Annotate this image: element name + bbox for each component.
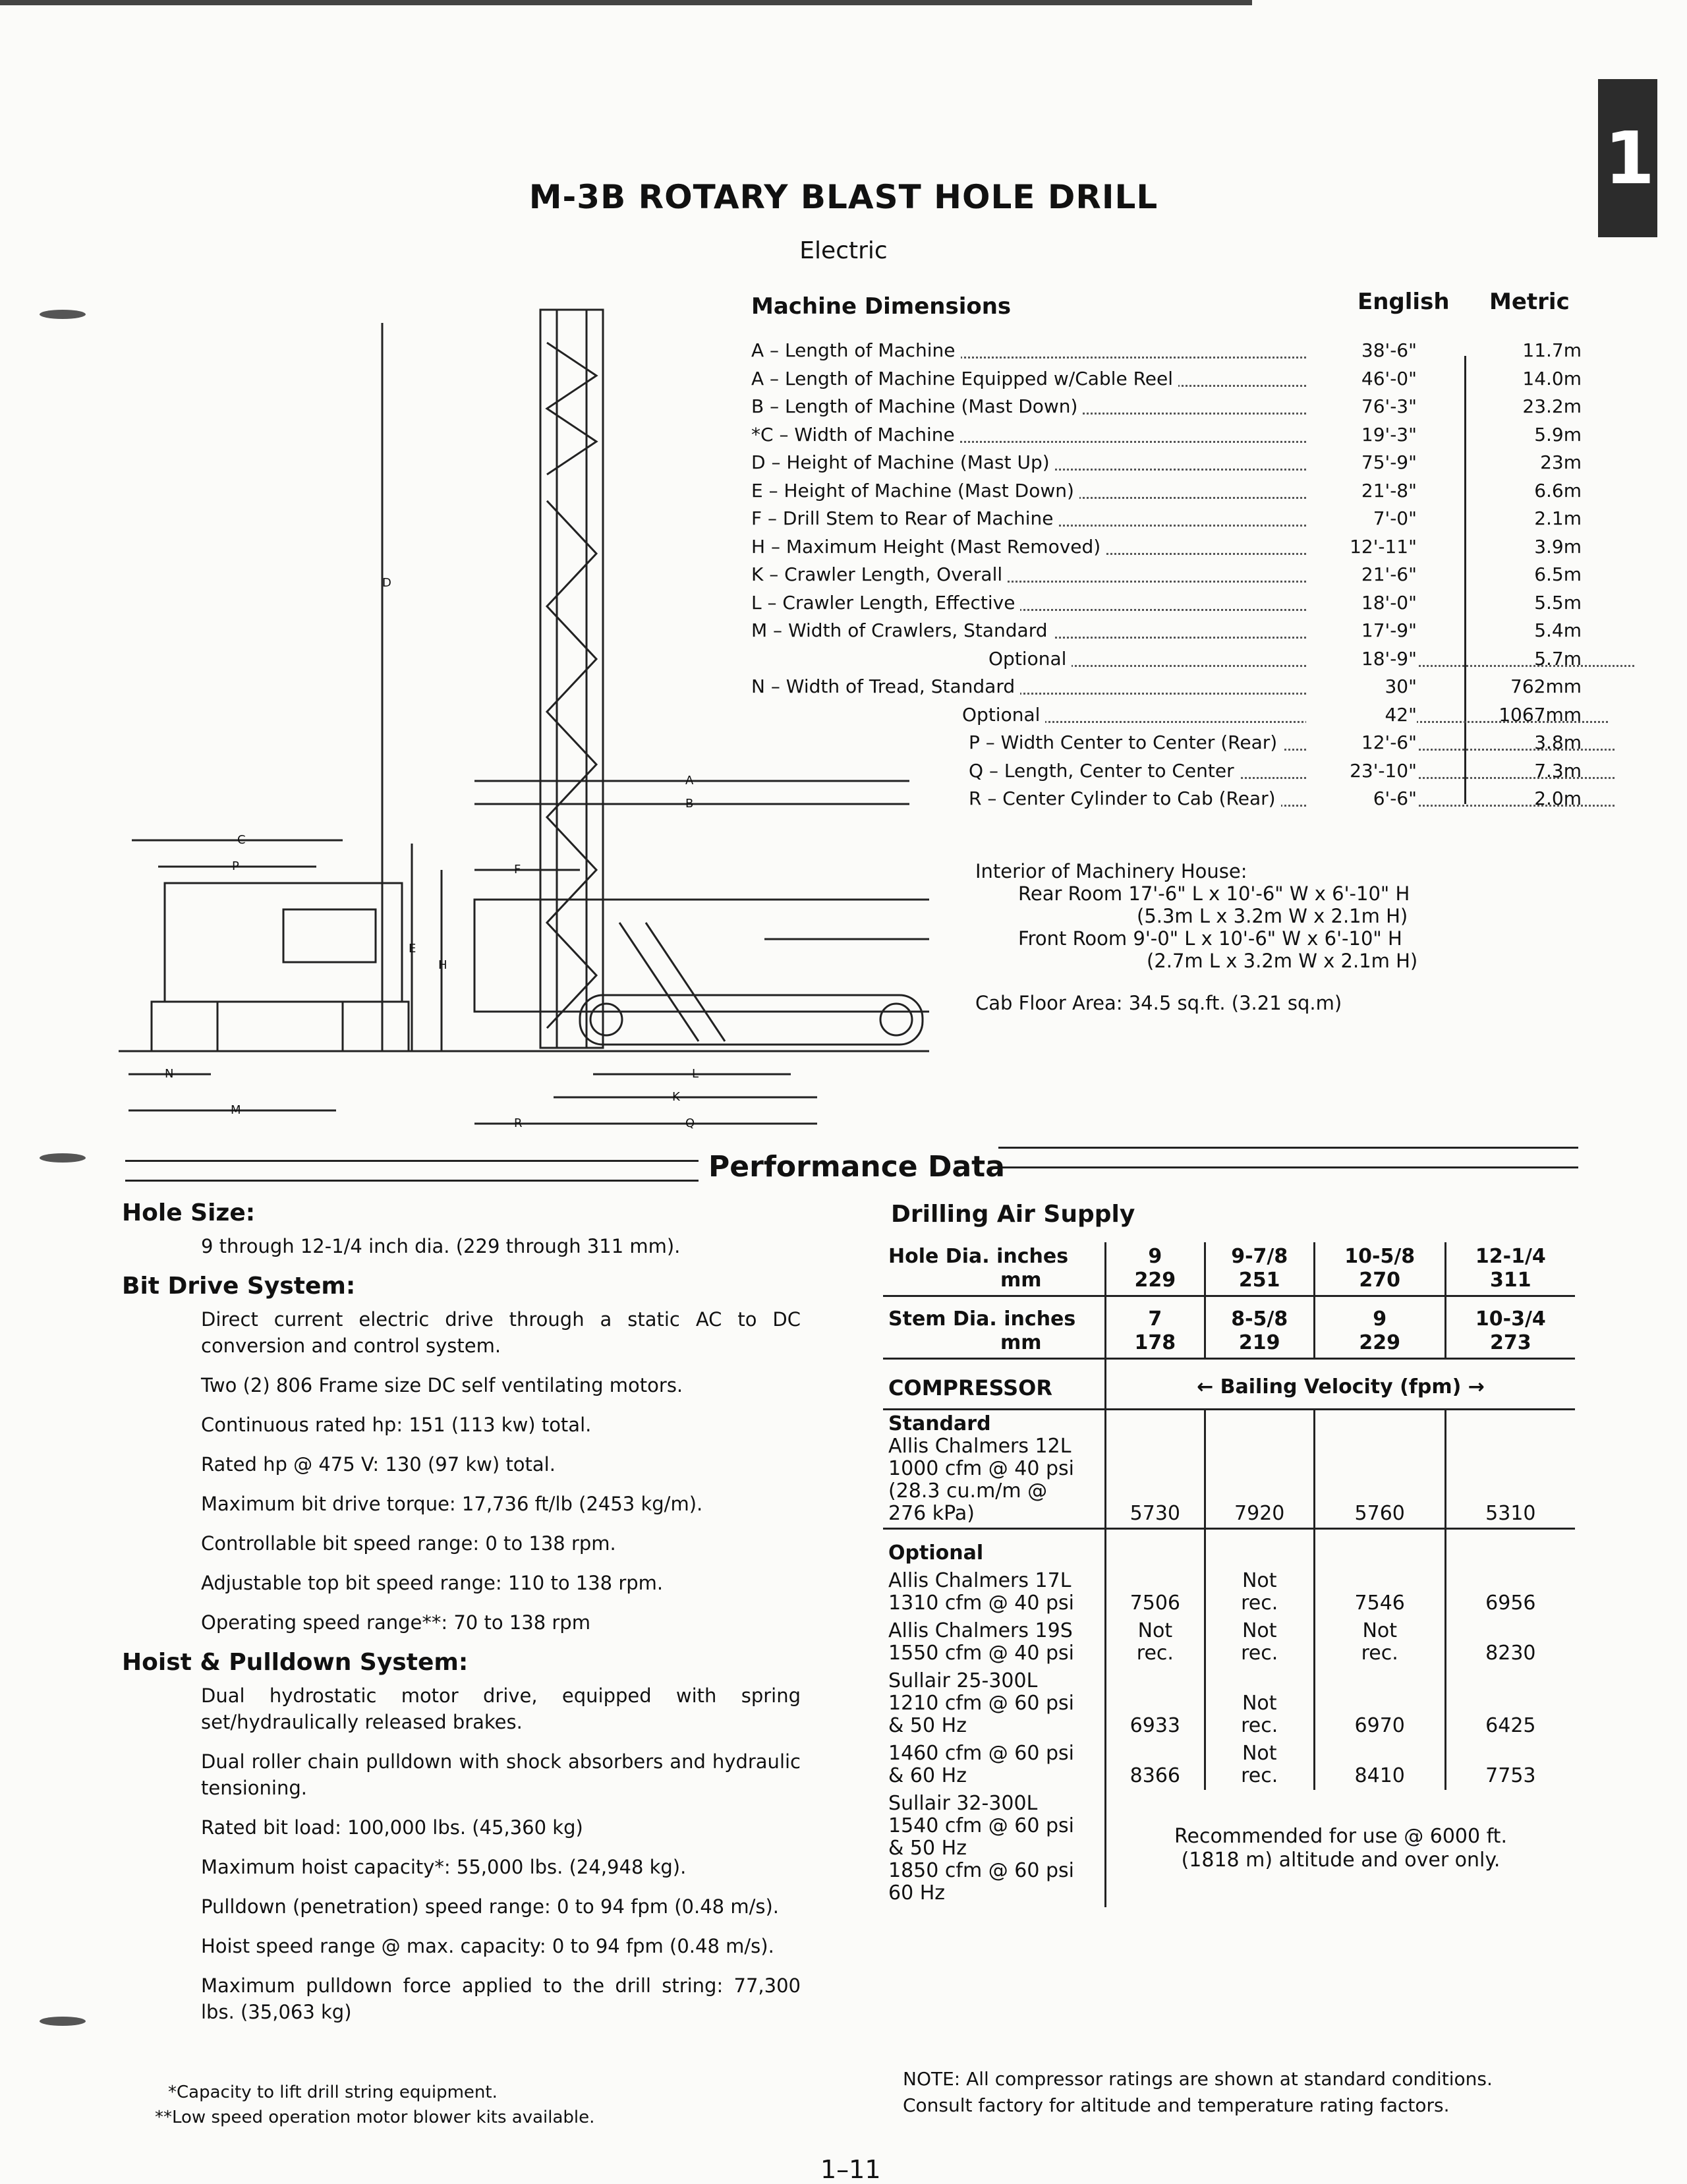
- dimension-metric: 3.8m: [1534, 732, 1582, 753]
- dimension-english: 17'-9": [1306, 619, 1417, 641]
- punch-hole-mark: [40, 1153, 86, 1163]
- spec-line: Continuous rated hp: 151 (113 kw) total.: [201, 1414, 592, 1436]
- dimension-label: H – Maximum Height (Mast Removed): [751, 536, 1106, 558]
- dimension-row: [751, 563, 1582, 590]
- spec-line: Hoist speed range @ max. capacity: 0 to 94 fpm (0.48 m/s).: [201, 1935, 774, 1957]
- dimension-row: [751, 339, 1582, 366]
- dimension-row: [751, 760, 1582, 786]
- dimension-row: [751, 451, 1582, 478]
- dimension-english: 30": [1306, 675, 1417, 697]
- dimension-label: E – Height of Machine (Mast Down): [751, 480, 1079, 502]
- table-row: [883, 1567, 1575, 1617]
- bailing-velocity: 7546: [1314, 1567, 1445, 1617]
- dimension-row: [751, 507, 1582, 534]
- page-subtitle: Electric: [799, 237, 888, 264]
- dimension-row: [751, 424, 1582, 450]
- dimension-label: F – Drill Stem to Rear of Machine: [751, 507, 1058, 529]
- dimension-metric: 3.9m: [1534, 535, 1582, 558]
- table-row: [883, 1617, 1575, 1667]
- dimension-label: Optional: [988, 648, 1072, 670]
- bailing-velocity: 8410: [1314, 1740, 1445, 1790]
- dimensions-heading: Machine Dimensions: [751, 293, 1012, 320]
- spec-line: Direct current electric drive through a static AC to DC conversion and control system.: [201, 1308, 801, 1357]
- performance-heading: Performance Data: [708, 1150, 1005, 1184]
- spec-line: Pulldown (penetration) speed range: 0 to 94 fpm (0.48 m/s).: [201, 1895, 779, 1918]
- table-row: [883, 1740, 1575, 1790]
- compressor-name: 1460 cfm @ 60 psi & 60 Hz: [888, 1742, 1074, 1787]
- compressor-note: NOTE: All compressor ratings are shown at standard conditions. Consult factory for altitude and temperature rating factors.: [903, 2068, 1493, 2116]
- dimension-row: [751, 592, 1582, 618]
- divider: [125, 1180, 699, 1182]
- diagram-label-f: F: [514, 863, 521, 876]
- bailing-velocity: 8366: [1106, 1740, 1205, 1790]
- dimension-english: 23'-10": [1306, 760, 1417, 782]
- spec-line: Rated hp @ 475 V: 130 (97 kw) total.: [201, 1453, 556, 1476]
- bailing-velocity: 6425: [1445, 1667, 1575, 1740]
- compressor-name: Allis Chalmers 19S 1550 cfm @ 40 psi: [888, 1619, 1074, 1665]
- dimension-english: 75'-9": [1306, 451, 1417, 473]
- dimension-metric: 5.5m: [1534, 591, 1582, 614]
- bailing-velocity: Not rec.: [1314, 1617, 1445, 1667]
- bailing-velocity: 6933: [1106, 1667, 1205, 1740]
- dimension-metric: 23m: [1540, 451, 1582, 473]
- dimension-metric: 5.9m: [1534, 423, 1582, 445]
- dimension-metric: 2.1m: [1534, 507, 1582, 529]
- bailing-velocity: 6956: [1445, 1567, 1575, 1617]
- diagram-label-q: Q: [685, 1116, 695, 1130]
- dimension-label: P – Width Center to Center (Rear): [969, 732, 1282, 753]
- bailing-velocity: Not rec.: [1205, 1567, 1314, 1617]
- dimension-row: [751, 788, 1582, 814]
- dimension-label: Q – Length, Center to Center: [969, 760, 1240, 782]
- dimension-english: 18'-0": [1306, 592, 1417, 614]
- divider: [998, 1147, 1578, 1149]
- col-english: English: [1358, 289, 1450, 315]
- dimension-label: N – Width of Tread, Standard: [751, 675, 1020, 697]
- spec-line: Operating speed range**: 70 to 138 rpm: [201, 1611, 590, 1634]
- dimension-metric: 5.7m: [1534, 647, 1582, 670]
- dimension-row: [751, 732, 1582, 758]
- table-row: Hole Dia. inches mm 9 229 9-7/8 251 10-5/8 270 12-1/4 311: [883, 1242, 1575, 1296]
- spec-line: Controllable bit speed range: 0 to 138 rpm.: [201, 1532, 616, 1555]
- dimension-metric: 7.3m: [1534, 759, 1582, 782]
- spec-line: Maximum hoist capacity*: 55,000 lbs. (24,948 kg).: [201, 1856, 687, 1878]
- diagram-label-b: B: [685, 797, 694, 811]
- diagram-label-d: D: [382, 576, 391, 590]
- bailing-velocity: 8230: [1445, 1617, 1575, 1667]
- table-row: Optional: [883, 1529, 1575, 1568]
- diagram-label-c: C: [237, 833, 246, 847]
- diagram-label-p: P: [232, 859, 239, 873]
- table-row: Standard Allis Chalmers 12L 1000 cfm @ 40 psi (28.3 cu.m/m @ 276 kPa) 5730 7920 5760 5310: [883, 1410, 1575, 1529]
- dimension-english: 6'-6": [1306, 788, 1417, 809]
- air-supply-table: [883, 1242, 1575, 1907]
- dimension-metric: 5.4m: [1534, 619, 1582, 641]
- performance-specs: Hole Size: 9 through 12-1/4 inch dia. (229 through 311 mm). Bit Drive System: Direct current electric drive through a static AC to DC conversion and control system. Two (2) 806 Frame size DC self ventilating motors. Continuous rated hp: 151 (113 kw) total. Rated hp @ 475 V: 130 (97 kw) total. Maximum bit drive torque: 17,736 ft/lb (2453 kg/m). Controllable bit speed range: 0 to 138 rpm. Adjustable top bit speed range: 110 to 138 rpm. Operating speed range**: 70 to 138 rpm Hoist & Pulldown System: Dual hydrostatic motor drive, equipped with spring set/hydraulically released brakes. Dual roller chain pulldown with shock absorbers and hydraulic tensioning. Rated bit load: 100,000 lbs. (45,360 kg) Maximum hoist capacity*: 55,000 lbs. (24,948 kg). Pulldown (penetration) speed range: 0 to 94 fpm (0.48 m/s). Hoist speed range @ max. capacity: 0 to 94 fpm (0.48 m/s). Maximum pulldown force applied to the drill string: 77,300 lbs. (35,063 kg): [122, 1199, 801, 2038]
- dimension-label: D – Height of Machine (Mast Up): [751, 451, 1055, 473]
- spec-line: Rated bit load: 100,000 lbs. (45,360 kg): [201, 1816, 583, 1839]
- table-row: [883, 1667, 1575, 1740]
- dimension-row: [751, 368, 1582, 394]
- diagram-label-r: R: [514, 1116, 523, 1130]
- dimension-label: *C – Width of Machine: [751, 424, 960, 445]
- cab-floor-area: Cab Floor Area: 34.5 sq.ft. (3.21 sq.m): [975, 992, 1342, 1014]
- divider: [125, 1160, 699, 1162]
- dimension-label: B – Length of Machine (Mast Down): [751, 395, 1083, 417]
- mast: [540, 310, 603, 1048]
- dimension-label: A – Length of Machine: [751, 339, 961, 361]
- diagram-label-l: L: [692, 1067, 699, 1081]
- spec-line: Dual hydrostatic motor drive, equipped with spring set/hydraulically released brakes.: [201, 1684, 801, 1733]
- dimension-row: [751, 619, 1582, 646]
- diagram-label-m: M: [231, 1103, 241, 1117]
- punch-hole-mark: [40, 2017, 86, 2026]
- page-title: M-3B ROTARY BLAST HOLE DRILL: [529, 178, 1158, 216]
- col-metric: Metric: [1489, 289, 1570, 315]
- spec-line: Adjustable top bit speed range: 110 to 138 rpm.: [201, 1572, 664, 1594]
- footnote: **Low speed operation motor blower kits available.: [155, 2108, 595, 2127]
- dimension-label: L – Crawler Length, Effective: [751, 592, 1020, 614]
- dimension-label: M – Width of Crawlers, Standard: [751, 619, 1053, 641]
- dimension-english: 19'-3": [1306, 424, 1417, 445]
- dimension-label: A – Length of Machine Equipped w/Cable Reel: [751, 368, 1178, 389]
- diagram-label-e: E: [409, 942, 416, 956]
- dimension-english: 12'-11": [1306, 536, 1417, 558]
- dimension-english: 12'-6": [1306, 732, 1417, 753]
- page-number: 1–11: [820, 2155, 881, 2184]
- dimension-metric: 1067mm: [1499, 703, 1582, 726]
- dimension-english: 18'-9": [1306, 648, 1417, 670]
- dimension-english: 21'-8": [1306, 480, 1417, 502]
- table-row: Sullair 32-300L 1540 cfm @ 60 psi & 50 Hz 1850 cfm @ 60 psi 60 Hz Recommended for use @ 6000 ft. (1818 m) altitude and over only.: [883, 1790, 1575, 1907]
- table-row: COMPRESSOR ← Bailing Velocity (fpm) →: [883, 1359, 1575, 1410]
- dimension-english: 76'-3": [1306, 395, 1417, 417]
- diagram-label-n: N: [165, 1067, 174, 1081]
- dimension-english: 38'-6": [1306, 339, 1417, 361]
- section-tab: 1: [1598, 79, 1657, 237]
- dimension-english: 42": [1306, 704, 1417, 726]
- footnote: *Capacity to lift drill string equipment.: [168, 2083, 498, 2102]
- divider: [998, 1166, 1578, 1168]
- bailing-velocity: Not rec.: [1205, 1740, 1314, 1790]
- compressor-name: Allis Chalmers 17L 1310 cfm @ 40 psi: [888, 1569, 1074, 1615]
- dimension-english: 21'-6": [1306, 563, 1417, 585]
- compressor-name: Sullair 25-300L 1210 cfm @ 60 psi & 50 Hz: [888, 1669, 1074, 1737]
- bailing-velocity: 7506: [1106, 1567, 1205, 1617]
- bailing-velocity: 7753: [1445, 1740, 1575, 1790]
- bailing-velocity: 6970: [1314, 1667, 1445, 1740]
- top-scan-edge: [0, 0, 1252, 5]
- dimension-row: [751, 648, 1582, 674]
- dimension-row: [751, 536, 1582, 562]
- spec-line: Maximum pulldown force applied to the drill string: 77,300 lbs. (35,063 kg): [201, 1974, 801, 2023]
- dimension-english: 46'-0": [1306, 368, 1417, 389]
- bailing-velocity: Not rec.: [1106, 1617, 1205, 1667]
- dimension-row: [751, 480, 1582, 506]
- punch-hole-mark: [40, 310, 86, 319]
- dimension-row: [751, 395, 1582, 422]
- spec-line: Two (2) 806 Frame size DC self ventilating motors.: [201, 1374, 683, 1396]
- dimension-metric: 2.0m: [1534, 788, 1582, 809]
- dimension-label: R – Center Cylinder to Cab (Rear): [969, 788, 1281, 809]
- dimension-english: 7'-0": [1306, 507, 1417, 529]
- dimension-label: Optional: [962, 704, 1045, 726]
- diagram-label-a: A: [685, 774, 694, 788]
- dimension-metric: 23.2m: [1522, 395, 1582, 417]
- bailing-velocity: Not rec.: [1205, 1617, 1314, 1667]
- diagram-label-k: K: [672, 1090, 680, 1104]
- machinery-house-info: Interior of Machinery House: Rear Room 17'-6" L x 10'-6" W x 6'-10" H (5.3m L x 3.2m W x 2.1m H) Front Room 9'-0" L x 10'-6" W x 6'-10" H (2.7m L x 3.2m W x 2.1m H): [975, 860, 1418, 972]
- diagram-label-h: H: [438, 958, 447, 972]
- dimension-label: K – Crawler Length, Overall: [751, 563, 1008, 585]
- dimension-metric: 6.5m: [1534, 563, 1582, 585]
- dimension-metric: 14.0m: [1522, 367, 1582, 389]
- dimension-metric: 11.7m: [1522, 339, 1582, 361]
- spec-line: Maximum bit drive torque: 17,736 ft/lb (2453 kg/m).: [201, 1493, 703, 1515]
- dimension-row: [751, 704, 1582, 730]
- bailing-velocity: Not rec.: [1205, 1667, 1314, 1740]
- spec-line: Dual roller chain pulldown with shock absorbers and hydraulic tensioning.: [201, 1750, 801, 1799]
- dimension-metric: 6.6m: [1534, 479, 1582, 502]
- dimension-row: [751, 675, 1582, 702]
- dimension-metric: 762mm: [1510, 675, 1582, 697]
- air-supply-heading: Drilling Air Supply: [891, 1201, 1135, 1228]
- table-row: Stem Dia. inches mm 7 178 8-5/8 219 9 229 10-3/4 273: [883, 1296, 1575, 1359]
- crawler: [580, 995, 923, 1045]
